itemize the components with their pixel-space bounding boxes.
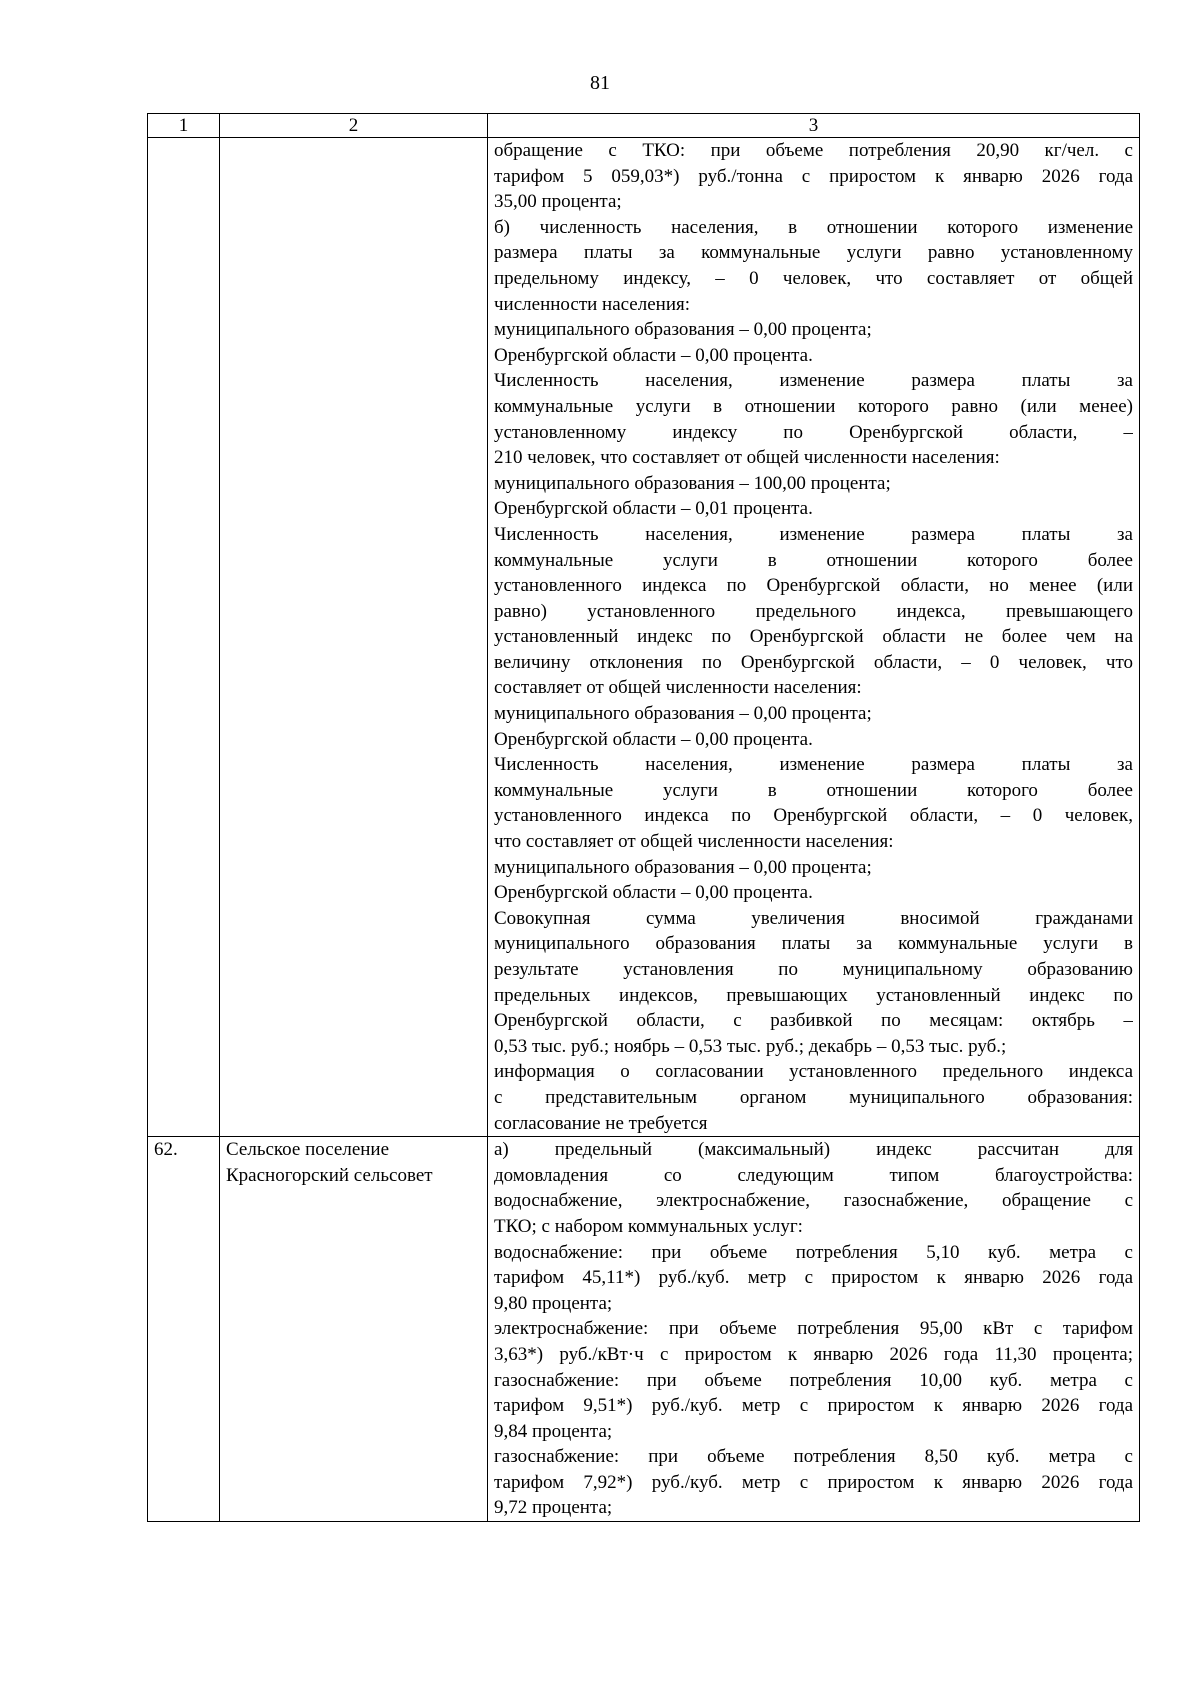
text-line: 9,84 процента; <box>494 1420 613 1442</box>
text-line: 35,00 процента; <box>494 191 622 213</box>
text-line: муниципального образования – 0,00 процента; <box>494 703 872 725</box>
text-line: численности населения: <box>494 293 691 315</box>
text-line: информация о согласовании установленного предельного индекса <box>494 1061 1133 1083</box>
text-line: 3,63*) руб./кВт·ч с приростом к январю 2026 года 11,30 процента; <box>494 1343 1133 1365</box>
text-line: коммунальные услуги в отношении которого более <box>494 549 1133 571</box>
text-line: тарифом 9,51*) руб./куб. метр с приростом к январю 2026 года <box>494 1395 1133 1417</box>
text-line: тарифом 45,11*) руб./куб. метр с приростом к январю 2026 года <box>494 1267 1133 1289</box>
text-line: Оренбургской области – 0,01 процента. <box>494 498 813 520</box>
text-line: Оренбургской области – 0,00 процента. <box>494 344 813 366</box>
header-col-3: 3 <box>488 114 1140 138</box>
row-number-cell: 62. <box>148 1137 220 1522</box>
text-line: составляет от общей численности населения: <box>494 677 862 699</box>
text-line: коммунальные услуги в отношении которого равно (или менее) <box>494 395 1133 417</box>
text-line: результате установления по муниципальному образованию <box>494 959 1133 980</box>
text-line: установленному индексу по Оренбургской области, – <box>494 421 1133 443</box>
municipality-name-cell <box>220 138 488 1137</box>
row-number-cell <box>148 138 220 1137</box>
text-line: б) численность населения, в отношении которого изменение <box>494 216 1133 238</box>
table-row <box>148 138 1140 1137</box>
table-row <box>148 1137 1140 1522</box>
text-line: домовладения со следующим типом благоустройства: <box>494 1164 1133 1186</box>
text-line: равно) установленного предельного индекса, превышающего <box>494 600 1133 622</box>
text-line: установленного индекса по Оренбургской области, но менее (или <box>494 575 1133 597</box>
text-line: величину отклонения по Оренбургской области, – 0 человек, что <box>494 651 1133 673</box>
text-line: 9,80 процента; <box>494 1292 613 1314</box>
municipality-name-line: Красногорский сельсовет <box>226 1164 433 1186</box>
text-line: водоснабжение, электроснабжение, газоснабжение, обращение с <box>494 1190 1133 1212</box>
text-line: электроснабжение: при объеме потребления 95,00 кВт с тарифом <box>494 1318 1133 1340</box>
text-line: Оренбургской области – 0,00 процента. <box>494 728 813 750</box>
text-line: муниципального образования – 0,00 процента; <box>494 319 872 341</box>
text-line: тарифом 7,92*) руб./куб. метр с приростом к январю 2026 года <box>494 1471 1133 1493</box>
text-line: Оренбургской области – 0,00 процента. <box>494 882 813 904</box>
text-line: Совокупная сумма увеличения вносимой гражданами <box>494 907 1133 929</box>
text-line: что составляет от общей численности населения: <box>494 831 894 853</box>
text-line: 9,72 процента; <box>494 1497 613 1519</box>
header-col-1: 1 <box>148 114 220 138</box>
header-col-2: 2 <box>220 114 488 138</box>
text-line: а) предельный (максимальный) индекс рассчитан для <box>494 1139 1133 1161</box>
text-line: Численность населения, изменение размера платы за <box>494 370 1133 392</box>
text-line: предельному индексу, – 0 человек, что составляет от общей <box>494 267 1133 289</box>
text-line: газоснабжение: при объеме потребления 10,00 куб. метра с <box>494 1369 1133 1391</box>
text-line: Численность населения, изменение размера платы за <box>494 523 1133 545</box>
page-number: 81 <box>590 72 610 94</box>
text-line: газоснабжение: при объеме потребления 8,50 куб. метра с <box>494 1446 1133 1468</box>
text-line: согласование не требуется <box>494 1112 708 1134</box>
municipality-name-cell <box>220 1137 488 1522</box>
text-line: Численность населения, изменение размера платы за <box>494 754 1133 776</box>
text-line: 210 человек, что составляет от общей численности населения: <box>494 447 1000 469</box>
text-line: муниципального образования – 100,00 процента; <box>494 472 891 494</box>
text-line: тарифом 5 059,03*) руб./тонна с приростом к январю 2026 года <box>494 165 1133 187</box>
text-line: предельных индексов, превышающих установленный индекс по <box>494 984 1133 1006</box>
text-line: с представительным органом муниципального образования: <box>494 1086 1133 1108</box>
header-row <box>148 114 1140 138</box>
tariff-index-table <box>147 113 1140 1522</box>
text-line: ТКО; с набором коммунальных услуг: <box>494 1215 803 1237</box>
text-line: установленного индекса по Оренбургской области, – 0 человек, <box>494 805 1133 827</box>
text-line: 0,53 тыс. руб.; ноябрь – 0,53 тыс. руб.; декабрь – 0,53 тыс. руб.; <box>494 1035 1007 1057</box>
text-line: установленный индекс по Оренбургской области не более чем на <box>494 626 1133 648</box>
text-line: Оренбургской области, с разбивкой по месяцам: октябрь – <box>494 1010 1133 1032</box>
text-line: водоснабжение: при объеме потребления 5,10 куб. метра с <box>494 1241 1133 1263</box>
text-line: коммунальные услуги в отношении которого более <box>494 779 1133 801</box>
text-line: обращение с ТКО: при объеме потребления 20,90 кг/чел. с <box>494 140 1133 161</box>
municipality-name-line: Сельское поселение <box>226 1139 390 1161</box>
description-cell <box>488 138 1140 1137</box>
text-line: муниципального образования – 0,00 процента; <box>494 856 872 878</box>
description-cell <box>488 1137 1140 1522</box>
text-line: размера платы за коммунальные услуги равно установленному <box>494 242 1133 264</box>
text-line: муниципального образования платы за коммунальные услуги в <box>494 933 1133 955</box>
